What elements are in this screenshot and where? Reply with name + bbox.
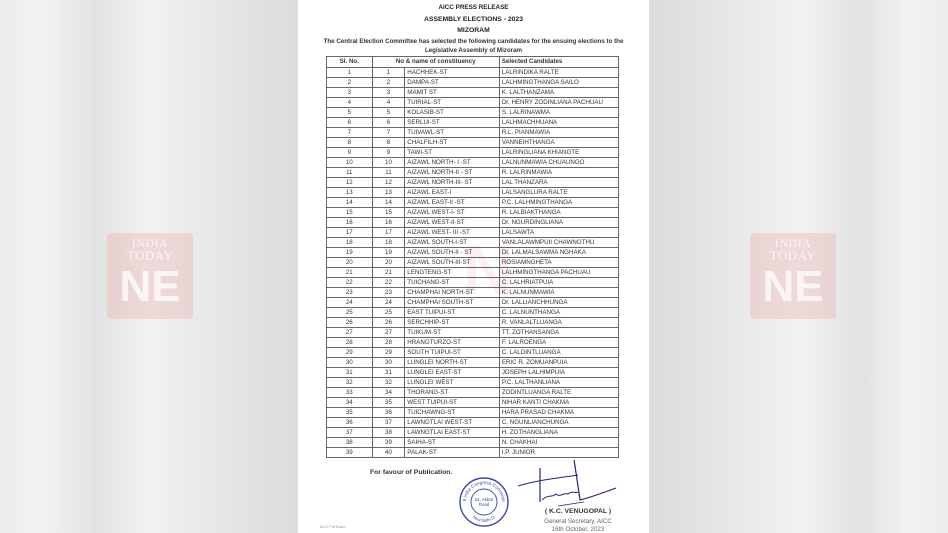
- cell-constituency-no: 8: [372, 138, 405, 148]
- cell-sl-no: 28: [327, 338, 373, 348]
- cell-constituency-name: TUICHANG-ST: [405, 278, 500, 288]
- cell-sl-no: 30: [327, 358, 373, 368]
- cell-sl-no: 12: [327, 178, 373, 188]
- table-row: [327, 78, 619, 88]
- cell-constituency-no: 27: [372, 328, 405, 338]
- cell-candidate: HARA PRASAD CHAKMA: [499, 408, 618, 418]
- cell-constituency-no: 17: [372, 228, 405, 238]
- table-row: [327, 388, 619, 398]
- cell-sl-no: 6: [327, 118, 373, 128]
- cell-candidate: P.C. LALTHANLIANA: [499, 378, 618, 388]
- cell-constituency-no: 26: [372, 318, 405, 328]
- cell-constituency-name: SOUTH TUIPUI-ST: [405, 348, 500, 358]
- cell-constituency-no: 9: [372, 148, 405, 158]
- cell-candidate: C. LALHRIATPUIA: [499, 278, 618, 288]
- cell-sl-no: 26: [327, 318, 373, 328]
- cell-constituency-name: EAST TUIPUI-ST: [405, 308, 500, 318]
- cell-sl-no: 34: [327, 398, 373, 408]
- cell-constituency-no: 29: [372, 348, 405, 358]
- cell-sl-no: 24: [327, 298, 373, 308]
- table-row: [327, 448, 619, 458]
- document-subtitle: ASSEMBLY ELECTIONS - 2023: [424, 16, 523, 23]
- table-header-row: [327, 57, 619, 68]
- table-row: [327, 118, 619, 128]
- cell-candidate: VANNEIHTHANGA: [499, 138, 618, 148]
- cell-sl-no: 31: [327, 368, 373, 378]
- cell-constituency-no: 2: [372, 78, 405, 88]
- cell-constituency-name: AIZAWL WEST-II-ST: [405, 218, 500, 228]
- cell-constituency-no: 11: [372, 168, 405, 178]
- cell-candidate: S. LALRINAWMA: [499, 108, 618, 118]
- signatory-title: General Secretary, AICC: [544, 518, 612, 525]
- table-row: [327, 88, 619, 98]
- cell-candidate: LALRINDIKA RALTE: [499, 68, 618, 78]
- cell-constituency-no: 15: [372, 208, 405, 218]
- table-row: [327, 348, 619, 358]
- cell-sl-no: 32: [327, 378, 373, 388]
- cell-sl-no: 25: [327, 308, 373, 318]
- table-row: [327, 278, 619, 288]
- cell-candidate: LALSAWTA: [499, 228, 618, 238]
- footer-text: AICC Poll Board: [320, 525, 346, 529]
- cell-sl-no: 3: [327, 88, 373, 98]
- table-row: [327, 338, 619, 348]
- cell-candidate: ROSIAMNGHETA: [499, 258, 618, 268]
- cell-constituency-no: 34: [372, 388, 405, 398]
- cell-constituency-no: 23: [372, 288, 405, 298]
- cell-constituency-name: CHAMPHAI NORTH-ST: [405, 288, 500, 298]
- table-row: [327, 358, 619, 368]
- cell-candidate: ERIC R. ZOMUANPUIA: [499, 358, 618, 368]
- cell-sl-no: 9: [327, 148, 373, 158]
- cell-sl-no: 36: [327, 418, 373, 428]
- cell-sl-no: 19: [327, 248, 373, 258]
- watermark-logo-left: [107, 233, 193, 319]
- cell-sl-no: 1: [327, 68, 373, 78]
- cell-constituency-name: KOLASIB-ST: [405, 108, 500, 118]
- header-sl-no: Sl. No.: [327, 57, 373, 68]
- signature: [518, 458, 638, 508]
- table-row: [327, 268, 619, 278]
- table-row: [327, 198, 619, 208]
- cell-constituency-no: 5: [372, 108, 405, 118]
- cell-constituency-name: AIZAWL WEST-I- ST: [405, 208, 500, 218]
- stamp-bottom-text: New Delhi-11: [472, 514, 496, 524]
- header-candidate: Selected Candidates: [499, 57, 618, 68]
- watermark-logo-right: [750, 233, 836, 319]
- cell-constituency-name: CHAMPHAI SOUTH-ST: [405, 298, 500, 308]
- logo-text-ne: NE: [762, 262, 824, 311]
- cell-candidate: VANLALAWMPUII CHAWNGTHU: [499, 238, 618, 248]
- cell-constituency-name: AIZAWL SOUTH-III-ST: [405, 258, 500, 268]
- stamp-center-line1: 24, Akbar: [474, 497, 494, 502]
- candidates-table: [326, 56, 619, 458]
- cell-constituency-name: LAWNGTLAI EAST-ST: [405, 428, 500, 438]
- cell-constituency-no: 39: [372, 438, 405, 448]
- cell-candidate: LALHMACHHUANA: [499, 118, 618, 128]
- cell-constituency-name: AIZAWL NORTH- I -ST: [405, 158, 500, 168]
- cell-constituency-name: LENGTENG-ST: [405, 268, 500, 278]
- cell-constituency-no: 20: [372, 258, 405, 268]
- cell-candidate: LALHMINGTHANGA PACHUAU: [499, 268, 618, 278]
- cell-candidate: R.L. PIANMAWIA: [499, 128, 618, 138]
- cell-constituency-no: 38: [372, 428, 405, 438]
- cell-sl-no: 4: [327, 98, 373, 108]
- table-row: [327, 238, 619, 248]
- cell-constituency-name: LAWNGTLAI WEST-ST: [405, 418, 500, 428]
- cell-sl-no: 21: [327, 268, 373, 278]
- cell-candidate: K. LALNUNMAWIA: [499, 288, 618, 298]
- cell-constituency-no: 10: [372, 158, 405, 168]
- cell-constituency-no: 25: [372, 308, 405, 318]
- aicc-stamp: [458, 476, 510, 528]
- state-heading: MIZORAM: [457, 27, 490, 34]
- cell-candidate: C. LALDINTLUANGA: [499, 348, 618, 358]
- press-release-document: [298, 0, 649, 533]
- table-row: [327, 428, 619, 438]
- cell-constituency-name: THORANG-ST: [405, 388, 500, 398]
- cell-sl-no: 15: [327, 208, 373, 218]
- cell-constituency-name: TUICHAWNG-ST: [405, 408, 500, 418]
- cell-candidate: H. ZOTHANGLIANA: [499, 428, 618, 438]
- cell-constituency-no: 31: [372, 368, 405, 378]
- cell-constituency-no: 40: [372, 448, 405, 458]
- cell-constituency-name: PALAK-ST: [405, 448, 500, 458]
- cell-constituency-no: 35: [372, 398, 405, 408]
- cell-candidate: LALSANGLURA RALTE: [499, 188, 618, 198]
- cell-candidate: R. VANLALTLUANGA: [499, 318, 618, 328]
- cell-candidate: Dr. LALMALSAWMA NGHAKA: [499, 248, 618, 258]
- publication-note: For favour of Publication.: [370, 469, 453, 476]
- cell-constituency-no: 12: [372, 178, 405, 188]
- table-row: [327, 418, 619, 428]
- cell-constituency-name: AIZAWL SOUTH-I-ST: [405, 238, 500, 248]
- table-row: [327, 248, 619, 258]
- table-row: [327, 328, 619, 338]
- cell-constituency-name: DAMPA-ST: [405, 78, 500, 88]
- cell-candidate: NIHAR KANTI CHAKMA: [499, 398, 618, 408]
- cell-candidate: C. NGUNLIANCHUNGA: [499, 418, 618, 428]
- logo-text-ne: NE: [119, 262, 181, 311]
- cell-constituency-no: 36: [372, 408, 405, 418]
- cell-candidate: I.P. JUNIOR: [499, 448, 618, 458]
- cell-constituency-name: CHALFILH-ST: [405, 138, 500, 148]
- cell-sl-no: 23: [327, 288, 373, 298]
- cell-constituency-no: 3: [372, 88, 405, 98]
- table-row: [327, 168, 619, 178]
- table-row: [327, 368, 619, 378]
- table-row: [327, 108, 619, 118]
- cell-constituency-name: AIZAWL EAST-II -ST: [405, 198, 500, 208]
- cell-constituency-no: 1: [372, 68, 405, 78]
- cell-sl-no: 37: [327, 428, 373, 438]
- document-watermark: N: [462, 231, 514, 309]
- stamp-center-line2: Road: [478, 502, 490, 507]
- cell-candidate: R. LALRINMAWIA: [499, 168, 618, 178]
- table-row: [327, 98, 619, 108]
- intro-paragraph: The Central Election Committee has selected the following candidates for the ensuing elections to the Legislative Assembly of Mizoram: [323, 38, 624, 54]
- table-row: [327, 288, 619, 298]
- logo-text-today: TODAY: [126, 248, 174, 263]
- cell-sl-no: 29: [327, 348, 373, 358]
- cell-constituency-name: LUNGLEI EAST-ST: [405, 368, 500, 378]
- cell-constituency-name: AIZAWL WEST- III -ST: [405, 228, 500, 238]
- table-row: [327, 378, 619, 388]
- table-row: [327, 308, 619, 318]
- cell-sl-no: 7: [327, 128, 373, 138]
- cell-sl-no: 8: [327, 138, 373, 148]
- cell-sl-no: 2: [327, 78, 373, 88]
- header-constituency: No & name of constituency: [372, 57, 499, 68]
- table-row: [327, 218, 619, 228]
- cell-constituency-no: 37: [372, 418, 405, 428]
- cell-constituency-name: TUIRIAL-ST: [405, 98, 500, 108]
- cell-sl-no: 14: [327, 198, 373, 208]
- cell-sl-no: 27: [327, 328, 373, 338]
- cell-candidate: K. LALTHANZAMA: [499, 88, 618, 98]
- cell-constituency-no: 18: [372, 238, 405, 248]
- logo-text-india: INDIA: [774, 236, 812, 250]
- cell-constituency-name: TUIKUM-ST: [405, 328, 500, 338]
- cell-sl-no: 5: [327, 108, 373, 118]
- cell-sl-no: 39: [327, 448, 373, 458]
- cell-constituency-name: AIZAWL NORTH-III- ST: [405, 178, 500, 188]
- cell-sl-no: 17: [327, 228, 373, 238]
- cell-sl-no: 35: [327, 408, 373, 418]
- table-row: [327, 318, 619, 328]
- table-row: [327, 128, 619, 138]
- cell-candidate: LALNUNMAWIA CHUAUNGO: [499, 158, 618, 168]
- table-row: [327, 398, 619, 408]
- cell-candidate: Dr. NGURDINGLIANA: [499, 218, 618, 228]
- table-row: [327, 228, 619, 238]
- cell-constituency-name: HRANGTURZO-ST: [405, 338, 500, 348]
- cell-constituency-no: 24: [372, 298, 405, 308]
- cell-constituency-name: SERLUI-ST: [405, 118, 500, 128]
- cell-candidate: Dr. HENRY ZODINLIANA PACHUAU: [499, 98, 618, 108]
- logo-text-india: INDIA: [131, 236, 169, 250]
- cell-constituency-name: SAIHA-ST: [405, 438, 500, 448]
- cell-constituency-name: LUNGLEI WEST: [405, 378, 500, 388]
- cell-candidate: R. LALBIAKTHANGA: [499, 208, 618, 218]
- table-row: [327, 438, 619, 448]
- cell-constituency-no: 14: [372, 198, 405, 208]
- cell-constituency-no: 21: [372, 268, 405, 278]
- cell-candidate: N. CHAKHAI: [499, 438, 618, 448]
- stamp-ring-text: ll India Congress Committe: [462, 479, 507, 502]
- cell-candidate: C. LALNUNTHANGA: [499, 308, 618, 318]
- cell-sl-no: 11: [327, 168, 373, 178]
- cell-constituency-name: LUNGLEI NORTH-ST: [405, 358, 500, 368]
- cell-constituency-name: SERCHHIP-ST: [405, 318, 500, 328]
- cell-constituency-no: 19: [372, 248, 405, 258]
- cell-constituency-no: 13: [372, 188, 405, 198]
- cell-sl-no: 20: [327, 258, 373, 268]
- table-row: [327, 208, 619, 218]
- cell-constituency-name: TAWI-ST: [405, 148, 500, 158]
- cell-constituency-name: HACHHEK-ST: [405, 68, 500, 78]
- cell-constituency-name: AIZAWL SOUTH-II - ST: [405, 248, 500, 258]
- cell-candidate: F. LALROENGA: [499, 338, 618, 348]
- cell-constituency-name: MAMIT ST: [405, 88, 500, 98]
- release-date: 16th October, 2023: [551, 526, 605, 533]
- table-row: [327, 158, 619, 168]
- logo-text-today: TODAY: [769, 248, 817, 263]
- cell-constituency-no: 4: [372, 98, 405, 108]
- cell-constituency-no: 30: [372, 358, 405, 368]
- table-row: [327, 138, 619, 148]
- cell-sl-no: 16: [327, 218, 373, 228]
- table-row: [327, 408, 619, 418]
- cell-constituency-no: 7: [372, 128, 405, 138]
- table-row: [327, 188, 619, 198]
- cell-constituency-no: 32: [372, 378, 405, 388]
- cell-sl-no: 10: [327, 158, 373, 168]
- cell-constituency-no: 6: [372, 118, 405, 128]
- cell-candidate: P.C. LALHMINGTHANGA: [499, 198, 618, 208]
- cell-constituency-no: 16: [372, 218, 405, 228]
- table-row: [327, 298, 619, 308]
- cell-sl-no: 13: [327, 188, 373, 198]
- cell-sl-no: 38: [327, 438, 373, 448]
- table-row: [327, 178, 619, 188]
- cell-candidate: ZODINTLUANGA RALTE: [499, 388, 618, 398]
- cell-candidate: LALRINGLIANA KHIANGTE: [499, 148, 618, 158]
- cell-sl-no: 33: [327, 388, 373, 398]
- cell-constituency-name: AIZAWL NORTH-II - ST: [405, 168, 500, 178]
- cell-sl-no: 18: [327, 238, 373, 248]
- document-title: AICC PRESS RELEASE: [438, 4, 509, 11]
- cell-constituency-no: 22: [372, 278, 405, 288]
- table-row: [327, 68, 619, 78]
- cell-candidate: JOSEPH LALHIMPUIA: [499, 368, 618, 378]
- cell-candidate: LAL THANZARA: [499, 178, 618, 188]
- table-row: [327, 148, 619, 158]
- signatory-name: ( K.C. VENUGOPAL ): [544, 508, 612, 515]
- cell-constituency-no: 28: [372, 338, 405, 348]
- cell-candidate: TT. ZOTHANSANGA: [499, 328, 618, 338]
- cell-constituency-name: WEST TUIPUI-ST: [405, 398, 500, 408]
- cell-candidate: LALHMINGTHANGA SAILO: [499, 78, 618, 88]
- cell-sl-no: 22: [327, 278, 373, 288]
- cell-constituency-name: TUIVAWL-ST: [405, 128, 500, 138]
- table-row: [327, 258, 619, 268]
- cell-constituency-name: AIZAWL EAST-I: [405, 188, 500, 198]
- cell-candidate: Dr. LALLIANCHHUNGA: [499, 298, 618, 308]
